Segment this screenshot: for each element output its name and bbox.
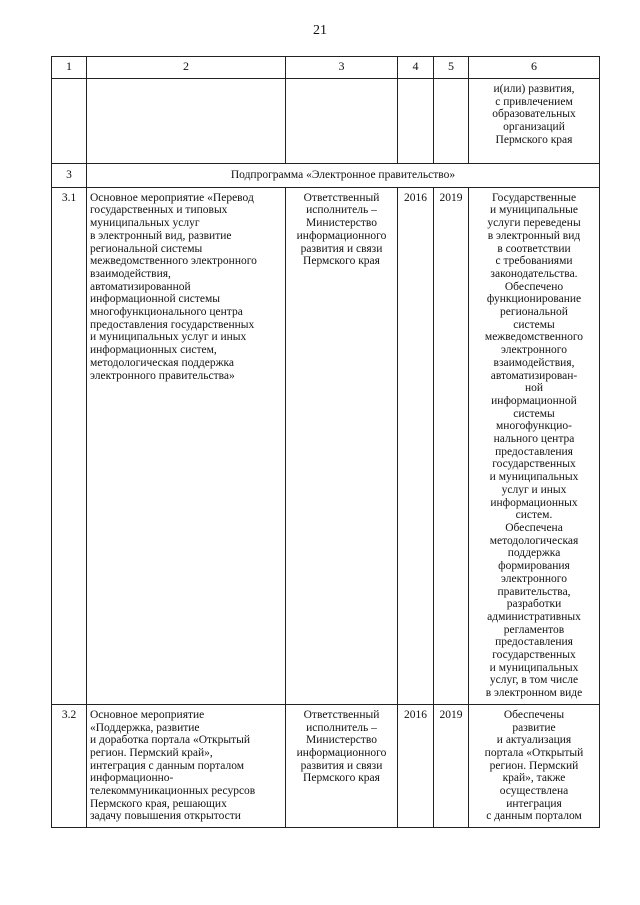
subprogram-row <box>52 164 600 188</box>
result-cell: и(или) развития, с привлечением образовательных организаций Пермского края <box>469 79 600 164</box>
expected-result: Обеспечены развитие и актуализация портала «Открытый регион. Пермский край», также осуществлена интеграция с данным порталом <box>469 704 600 827</box>
subprogram-number: 3 <box>52 164 87 188</box>
header-cell: 4 <box>398 57 434 79</box>
header-cell: 3 <box>286 57 398 79</box>
end-year: 2019 <box>434 704 469 827</box>
measures-table <box>51 56 600 828</box>
empty-cell <box>52 79 87 164</box>
continued-row <box>52 79 600 164</box>
start-year: 2016 <box>398 704 434 827</box>
header-cell: 5 <box>434 57 469 79</box>
empty-cell <box>398 79 434 164</box>
executor: Ответственный исполнитель – Министерство информационного развития и связи Пермского края <box>286 187 398 704</box>
empty-cell <box>286 79 398 164</box>
row-number: 3.2 <box>52 704 87 827</box>
measure-name: Основное мероприятие «Поддержка, развитие и доработка портала «Открытый регион. Пермский край», интеграция с данным порталом информационно- телекоммуникационных ресурсов Пермского края, решающих задачу повышения открытости <box>87 704 286 827</box>
page-number: 21 <box>313 23 327 38</box>
subprogram-title: Подпрограмма «Электронное правительство» <box>87 164 600 188</box>
table-row <box>52 704 600 827</box>
header-cell: 2 <box>87 57 286 79</box>
expected-result: Государственные и муниципальные услуги переведены в электронный вид в соответствии с требованиями законодательства. Обеспечено функционирование региональной системы межведомственного электронного взаимодействия, автоматизирован- ной информационной системы многофункцио- нального центра предоставления государственных и муниципальных услуг и иных информационных систем. Обеспечена методологическая поддержка формирования электронного правительства, разработки административных регламентов предоставления государственных и муниципальных услуг, в том числе в электронном виде <box>469 187 600 704</box>
empty-cell <box>87 79 286 164</box>
header-cell: 1 <box>52 57 87 79</box>
header-cell: 6 <box>469 57 600 79</box>
start-year: 2016 <box>398 187 434 704</box>
header-row <box>52 57 600 79</box>
measure-name: Основное мероприятие «Перевод государственных и типовых муниципальных услуг в электронный вид, развитие региональной системы межведомственного электронного взаимодействия, автоматизированной информационной системы многофункционального центра предоставления государственных и муниципальных услуг и иных информационных систем, методологическая поддержка электронного правительства» <box>87 187 286 704</box>
empty-cell <box>434 79 469 164</box>
table-row <box>52 187 600 704</box>
end-year: 2019 <box>434 187 469 704</box>
row-number: 3.1 <box>52 187 87 704</box>
executor: Ответственный исполнитель – Министерство информационного развития и связи Пермского края <box>286 704 398 827</box>
